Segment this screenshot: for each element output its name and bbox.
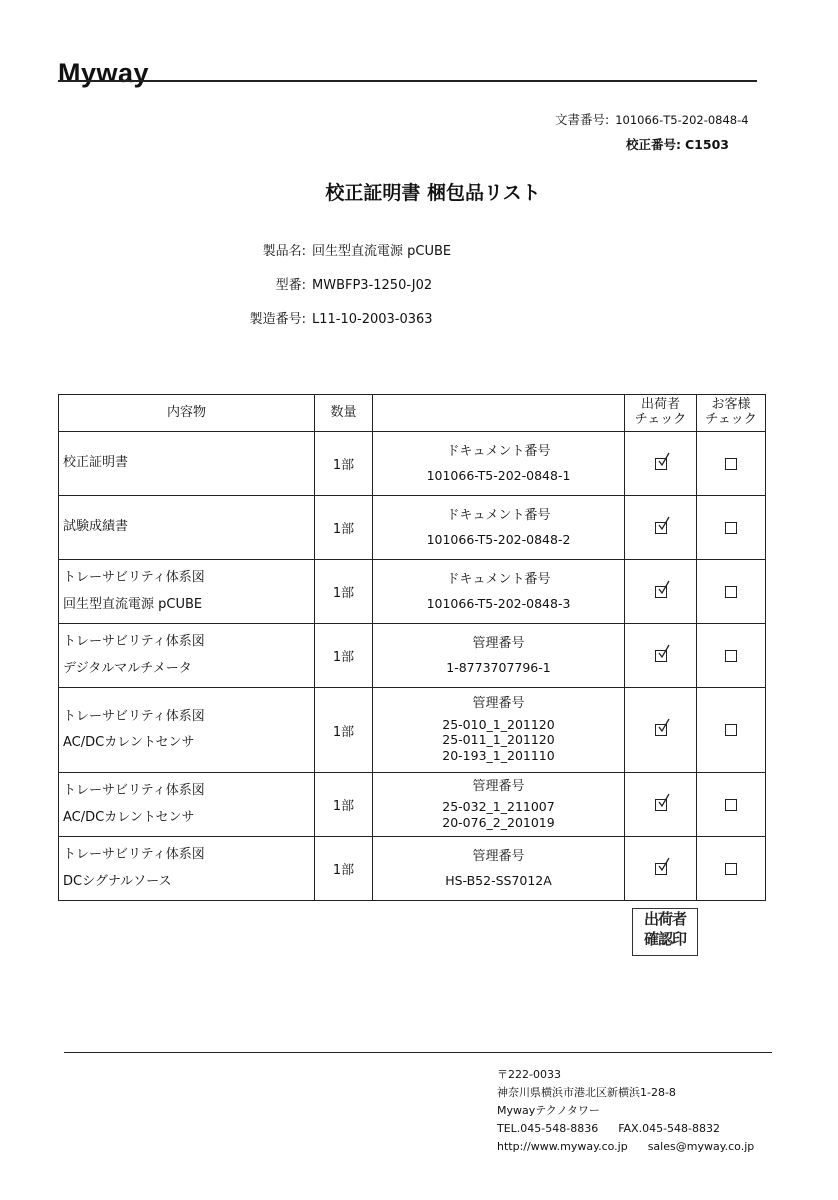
- cell-customer-check: [697, 560, 766, 624]
- table-header-row: [59, 395, 766, 432]
- product-name-label: 製品名:: [262, 244, 306, 259]
- page-title: 校正証明書 梱包品リスト: [325, 182, 541, 204]
- serial-number: [232, 308, 433, 327]
- reference-label: 管理番号: [472, 696, 525, 712]
- cell-reference: [373, 688, 625, 773]
- cell-contents: [59, 560, 315, 624]
- shipper-checkbox[interactable]: [655, 863, 667, 875]
- item-subject: AC/DCカレントセンサ: [63, 809, 195, 825]
- phone-number: TEL.045-548-8836: [497, 1122, 599, 1135]
- cell-quantity: 1部: [315, 773, 373, 837]
- building-name: Mywayテクノタワー: [497, 1104, 600, 1117]
- header-customer-check-line2: チェック: [705, 412, 757, 427]
- reference-label: 管理番号: [472, 778, 525, 794]
- phone-fax: [497, 1120, 754, 1138]
- table-row: [59, 688, 766, 773]
- customer-checkbox[interactable]: [725, 799, 737, 811]
- cell-quantity: 1部: [315, 432, 373, 496]
- shipper-checkbox[interactable]: [655, 724, 667, 736]
- header-shipper-check: [625, 395, 697, 432]
- customer-checkbox[interactable]: [725, 458, 737, 470]
- cell-reference: [373, 773, 625, 837]
- company-logo: Myway: [58, 58, 150, 88]
- item-name: トレーサビリティ体系図: [63, 847, 205, 863]
- item-subject: 回生型直流電源 pCUBE: [63, 596, 203, 612]
- cell-contents: [59, 624, 315, 688]
- checkmark-icon: [658, 644, 670, 659]
- street-address: 神奈川県横浜市港北区新横浜1-28-8: [497, 1086, 676, 1099]
- cell-quantity: 1部: [315, 560, 373, 624]
- cell-contents: [59, 432, 315, 496]
- item-name: トレーサビリティ体系図: [63, 570, 205, 586]
- cell-shipper-check: [625, 773, 697, 837]
- table-row: [59, 773, 766, 837]
- shipper-checkbox[interactable]: [655, 522, 667, 534]
- footer-divider: [64, 1052, 772, 1053]
- document-number-value: 101066-T5-202-0848-4: [615, 113, 749, 127]
- product-name-value: 回生型直流電源 pCUBE: [312, 244, 452, 259]
- table-row: [59, 560, 766, 624]
- cell-customer-check: [697, 496, 766, 560]
- item-name: トレーサビリティ体系図: [63, 708, 205, 724]
- model-number-label: 型番:: [275, 278, 306, 293]
- cell-contents: [59, 837, 315, 901]
- header-customer-check-line1: お客様: [711, 397, 751, 413]
- reference-number: 1-8773707796-1: [446, 659, 551, 675]
- serial-number-label: 製造番号:: [249, 312, 306, 327]
- reference-label: 管理番号: [472, 848, 525, 864]
- customer-checkbox[interactable]: [725, 724, 737, 736]
- item-name: トレーサビリティ体系図: [63, 634, 205, 650]
- reference-number: HS-B52-SS7012A: [445, 872, 552, 888]
- item-subject: AC/DCカレントセンサ: [63, 735, 195, 750]
- header-shipper-check-line2: チェック: [634, 412, 687, 427]
- table-row: [59, 837, 766, 901]
- shipper-checkbox[interactable]: [655, 799, 667, 811]
- cell-contents: [59, 688, 315, 773]
- cell-contents: [59, 773, 315, 837]
- cell-contents: [59, 496, 315, 560]
- web-contact: [497, 1138, 754, 1156]
- document-number: [555, 110, 749, 128]
- cell-quantity: 1部: [315, 688, 373, 773]
- item-name: 校正証明書: [63, 455, 129, 471]
- header-divider: [58, 80, 757, 82]
- packing-list-table: [58, 394, 766, 901]
- header-customer-check: [697, 395, 766, 432]
- reference-number: 101066-T5-202-0848-3: [426, 595, 571, 611]
- checkmark-icon: [658, 516, 670, 531]
- item-subject: デジタルマルチメータ: [63, 660, 192, 676]
- shipper-checkbox[interactable]: [655, 650, 667, 662]
- cell-reference: [373, 432, 625, 496]
- cell-shipper-check: [625, 560, 697, 624]
- cell-reference: [373, 837, 625, 901]
- checkmark-icon: [658, 452, 670, 467]
- reference-label: ドキュメント番号: [446, 443, 551, 459]
- cell-shipper-check: [625, 496, 697, 560]
- cell-customer-check: [697, 688, 766, 773]
- cell-shipper-check: [625, 432, 697, 496]
- customer-checkbox[interactable]: [725, 863, 737, 875]
- website-link[interactable]: http://www.myway.co.jp: [497, 1140, 628, 1153]
- checkmark-icon: [658, 580, 670, 595]
- cell-shipper-check: [625, 837, 697, 901]
- reference-number: 25-011_1_201120: [442, 732, 555, 748]
- cell-quantity: 1部: [315, 837, 373, 901]
- customer-checkbox[interactable]: [725, 650, 737, 662]
- header-contents: 内容物: [59, 395, 315, 432]
- postal-code: 〒222-0033: [497, 1068, 561, 1081]
- cell-customer-check: [697, 432, 766, 496]
- cell-customer-check: [697, 837, 766, 901]
- checkmark-icon: [658, 857, 670, 872]
- reference-number: 25-010_1_201120: [442, 716, 555, 732]
- reference-number: 20-076_2_201019: [442, 814, 555, 830]
- checkmark-icon: [658, 718, 670, 733]
- calibration-number-label: 校正番号:: [626, 137, 681, 152]
- reference-number: 25-032_1_211007: [442, 799, 555, 814]
- table-row: [59, 496, 766, 560]
- reference-number: 101066-T5-202-0848-1: [426, 467, 571, 483]
- checkmark-icon: [658, 793, 670, 808]
- stamp-line1: 出荷者: [643, 910, 686, 928]
- cell-quantity: 1部: [315, 496, 373, 560]
- document-number-label: 文書番号:: [555, 112, 610, 127]
- item-name: 試験成績書: [63, 519, 129, 535]
- cell-reference: [373, 624, 625, 688]
- item-subject: DCシグナルソース: [63, 873, 172, 889]
- shipper-checkbox[interactable]: [655, 586, 667, 598]
- cell-customer-check: [697, 773, 766, 837]
- cell-reference: [373, 496, 625, 560]
- header-shipper-check-line1: 出荷者: [640, 397, 680, 413]
- calibration-number: [626, 135, 729, 153]
- shipper-confirmation-stamp: [632, 908, 698, 956]
- item-name: トレーサビリティ体系図: [63, 783, 205, 799]
- table-row: [59, 624, 766, 688]
- reference-number: 20-193_1_201110: [442, 747, 555, 763]
- cell-customer-check: [697, 624, 766, 688]
- fax-number: FAX.045-548-8832: [618, 1122, 721, 1135]
- model-number-value: MWBFP3-1250-J02: [312, 278, 433, 293]
- cell-shipper-check: [625, 688, 697, 773]
- table-row: [59, 432, 766, 496]
- reference-label: ドキュメント番号: [446, 571, 551, 587]
- cell-shipper-check: [625, 624, 697, 688]
- header-quantity: 数量: [315, 395, 373, 432]
- model-number: [232, 274, 432, 293]
- shipper-checkbox[interactable]: [655, 458, 667, 470]
- email-link[interactable]: sales@myway.co.jp: [647, 1140, 755, 1153]
- reference-label: ドキュメント番号: [446, 507, 551, 523]
- product-name: [232, 240, 451, 259]
- reference-number: 101066-T5-202-0848-2: [426, 531, 571, 547]
- calibration-number-value: C1503: [685, 137, 729, 152]
- cell-quantity: 1部: [315, 624, 373, 688]
- header-reference: [373, 395, 625, 432]
- customer-checkbox[interactable]: [725, 586, 737, 598]
- stamp-line2: 確認印: [643, 930, 686, 948]
- serial-number-value: L11-10-2003-0363: [312, 312, 433, 327]
- customer-checkbox[interactable]: [725, 522, 737, 534]
- cell-reference: [373, 560, 625, 624]
- company-address: [497, 1066, 754, 1156]
- reference-label: 管理番号: [472, 635, 525, 651]
